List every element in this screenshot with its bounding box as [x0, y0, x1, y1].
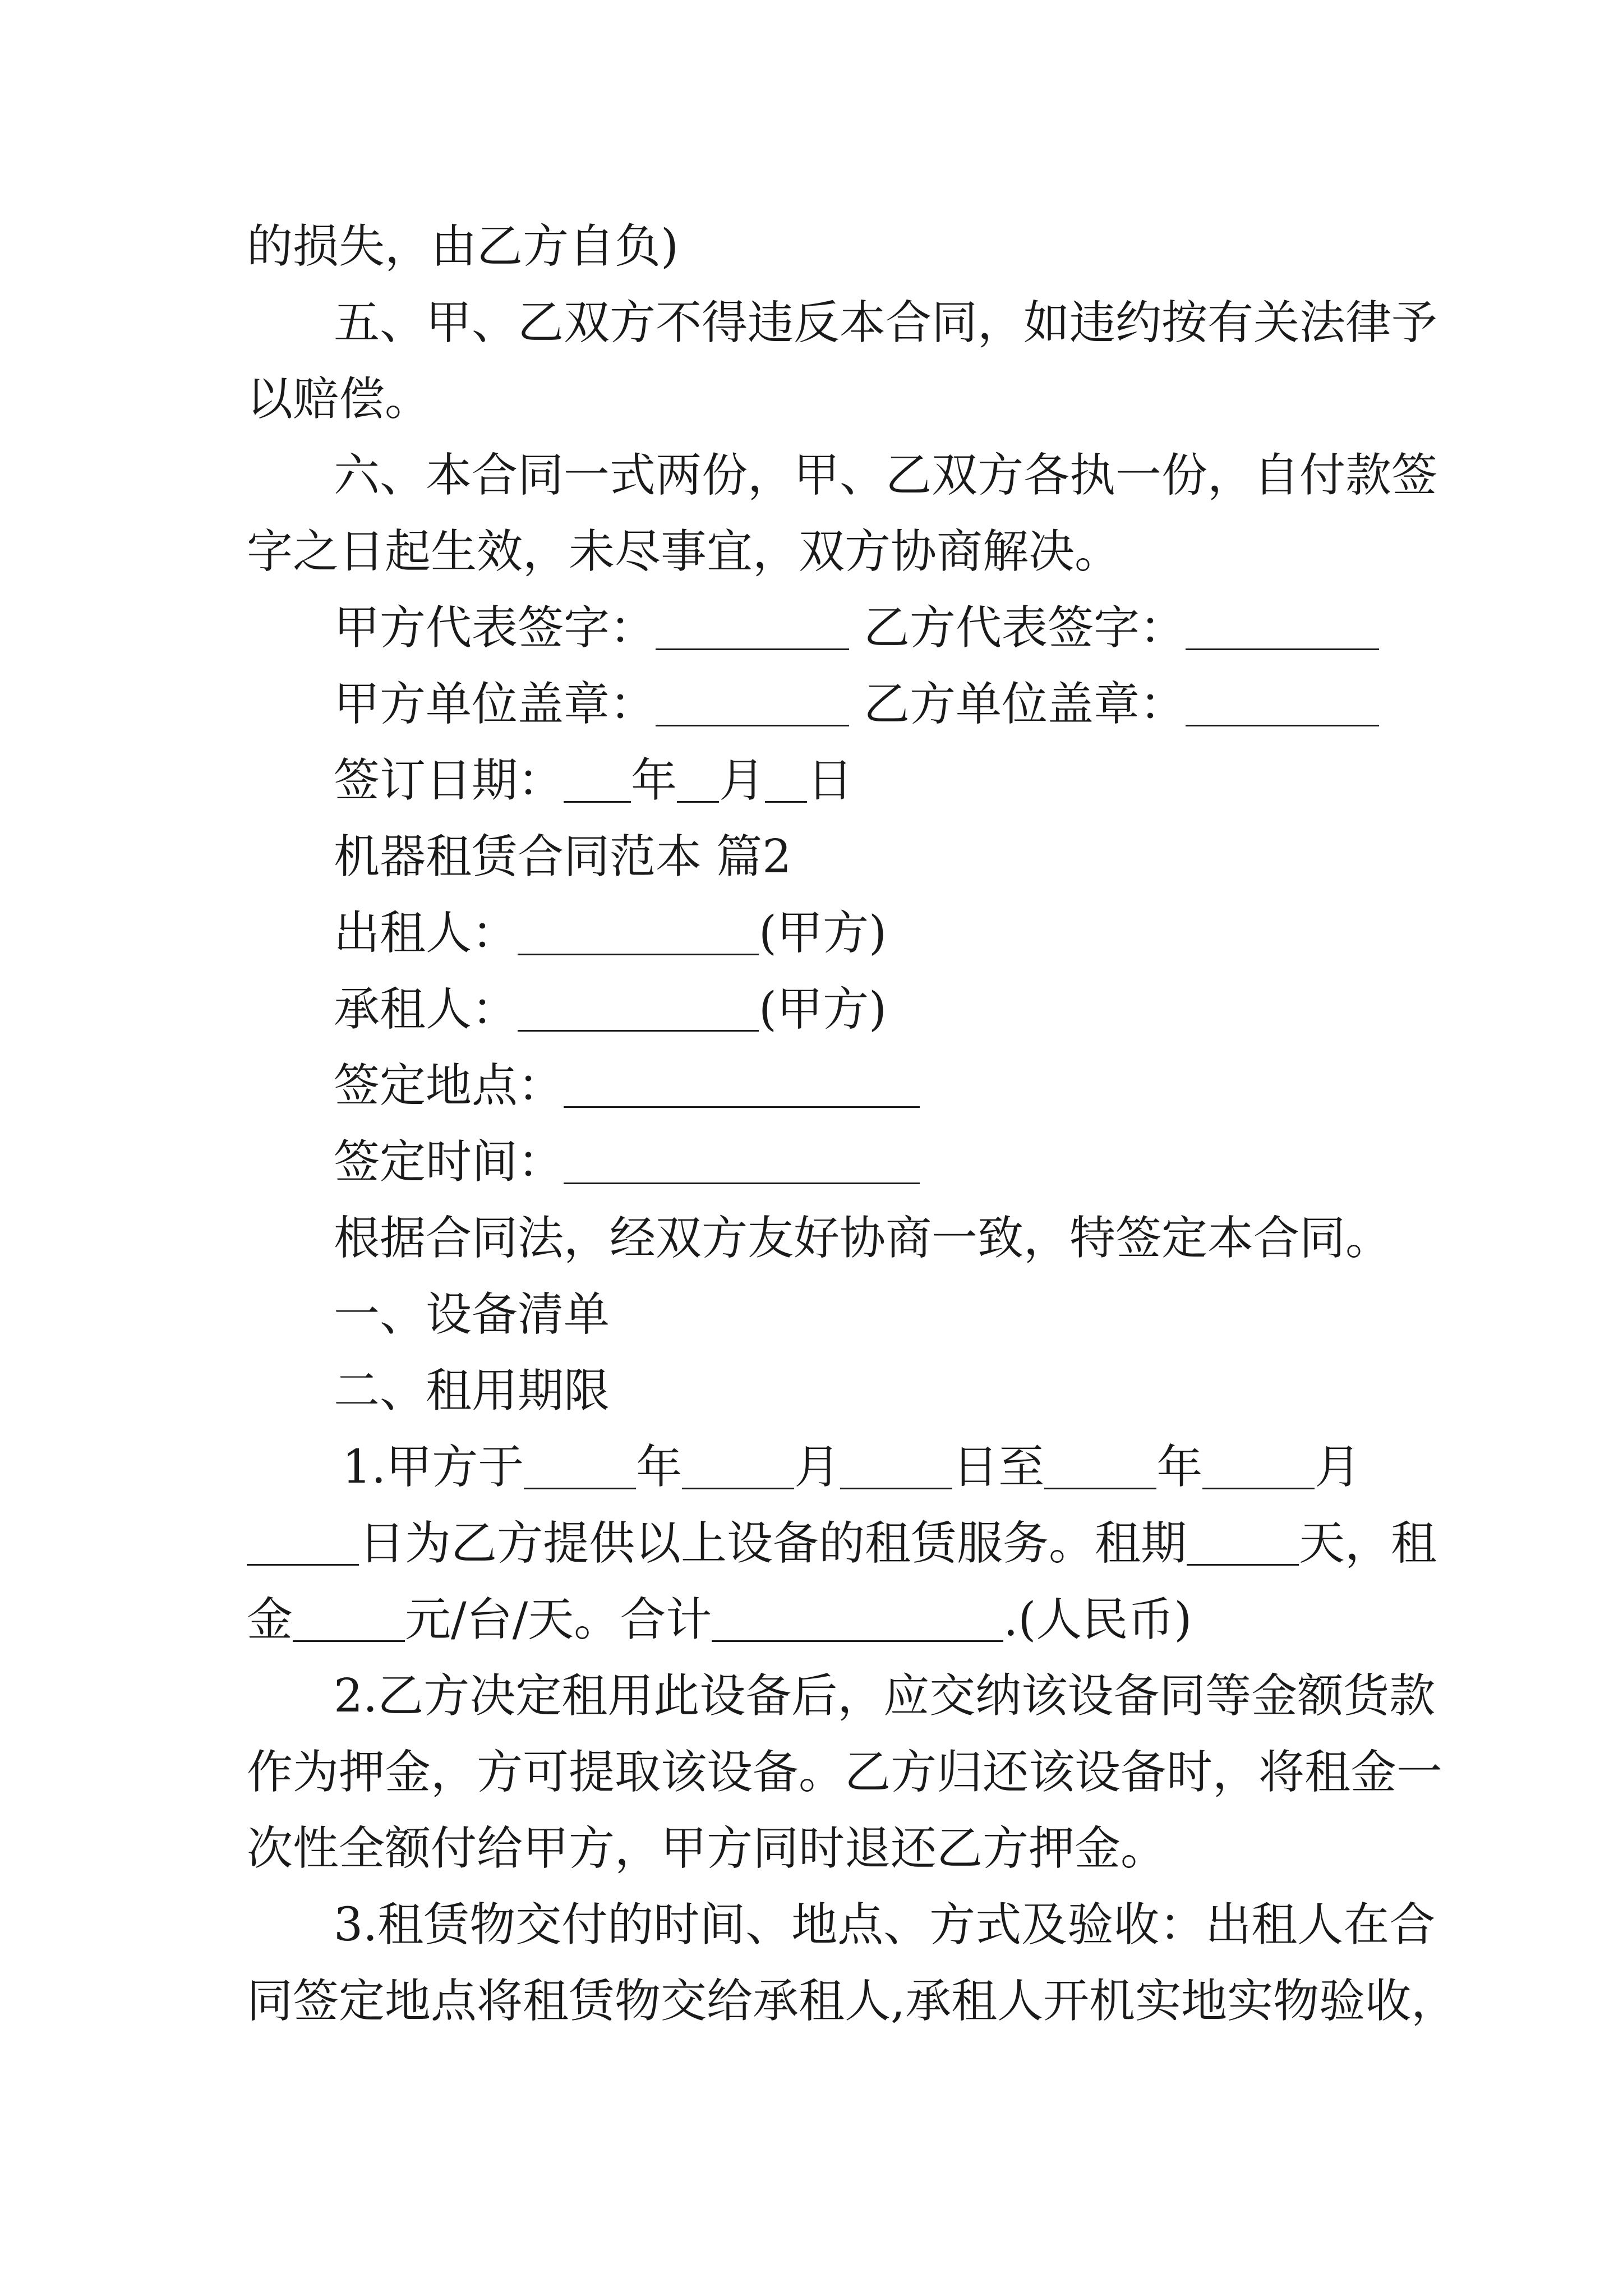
clause-6-line-2: 字之日起生效，未尽事宜，双方协商解决。 [247, 525, 1121, 578]
item-2-line-1: 2.乙方决定租用此设备后，应交纳该设备同等金额货款 [334, 1669, 1436, 1723]
item-1-text: 元/台/天。合计 [405, 1593, 712, 1646]
paragraph-line: 的损失，由乙方自负) [247, 220, 679, 273]
signing-place-blank [564, 1057, 920, 1108]
item-1-text: 日为乙方提供以上设备的租赁服务。租期 [359, 1517, 1187, 1570]
day-label: 日 [807, 754, 854, 807]
item-1-line-2 [247, 1506, 1437, 1582]
month-blank [1202, 1438, 1315, 1489]
total-amount-blank [712, 1591, 1003, 1642]
clause-5-line-1: 五、甲、乙双方不得违反本合同，如违约按有关法律予 [334, 296, 1438, 349]
item-1-line-3 [247, 1582, 1192, 1658]
lessee-line [334, 972, 887, 1048]
basis-line: 根据合同法，经双方友好协商一致，特签定本合同。 [334, 1212, 1392, 1265]
signing-time-blank [564, 1133, 920, 1184]
item-1-text: 天，租 [1299, 1517, 1437, 1570]
clause-6-line-1: 六、本合同一式两份，甲、乙双方各执一份，自付款签 [334, 449, 1438, 502]
lessee-label: 承租人： [334, 983, 518, 1036]
section-title: 机器租赁合同范本 篇2 [334, 830, 792, 884]
year-label: 年 [631, 754, 677, 807]
lessor-line [334, 895, 887, 972]
party-a-rep-signature [334, 590, 849, 666]
day-blank [840, 1438, 952, 1489]
item-3-line-1: 3.租赁物交付的时间、地点、方式及验收：出租人在合 [334, 1898, 1436, 1952]
party-a-rep-label: 甲方代表签字： [334, 601, 656, 655]
item-1-text: 金 [247, 1593, 293, 1646]
seal-blank [1186, 675, 1379, 726]
signature-blank [1186, 599, 1379, 650]
signing-date [334, 743, 853, 819]
item-2-line-3: 次性全额付给甲方，甲方同时退还乙方押金。 [247, 1822, 1167, 1875]
year-blank [564, 752, 631, 803]
signature-blank [656, 599, 849, 650]
party-tag: (甲方) [759, 907, 887, 960]
lessor-blank [518, 904, 759, 955]
party-b-seal [864, 666, 1379, 743]
signing-time-label: 签定时间： [334, 1135, 564, 1189]
month-label: 月 [794, 1441, 841, 1494]
party-tag: (甲方) [759, 983, 887, 1036]
item-2-line-2: 作为押金，方可提取该设备。乙方归还该设备时，将租金一 [247, 1746, 1443, 1799]
signing-place-line [334, 1048, 920, 1124]
day-blank [247, 1515, 359, 1566]
lessee-blank [518, 981, 759, 1032]
day-blank [765, 752, 807, 803]
party-a-seal-label: 甲方单位盖章： [334, 678, 656, 731]
year-label: 年 [636, 1441, 683, 1494]
day-to-label: 日至 [952, 1441, 1045, 1494]
month-label: 月 [1315, 1441, 1361, 1494]
year-label: 年 [1156, 1441, 1203, 1494]
party-a-seal [334, 666, 849, 743]
item-1-text: 1.甲方于 [342, 1441, 524, 1494]
item-1-text: .(人民币) [1003, 1593, 1192, 1646]
signing-time-line [334, 1124, 920, 1200]
party-b-rep-signature [864, 590, 1379, 666]
term-days-blank [1187, 1515, 1299, 1566]
year-blank [1044, 1438, 1156, 1489]
signing-place-label: 签定地点： [334, 1059, 564, 1112]
rent-rate-blank [293, 1591, 405, 1642]
year-blank [524, 1438, 636, 1489]
section-heading-2: 二、租用期限 [334, 1364, 610, 1418]
party-b-rep-label: 乙方代表签字： [864, 601, 1186, 655]
section-heading-1: 一、设备清单 [334, 1288, 610, 1341]
item-3-line-2: 同签定地点将租赁物交给承租人,承租人开机实地实物验收， [247, 1975, 1458, 2028]
seal-blank [656, 675, 849, 726]
signing-date-label: 签订日期： [334, 754, 564, 807]
lessor-label: 出租人： [334, 907, 518, 960]
party-b-seal-label: 乙方单位盖章： [864, 678, 1186, 731]
month-blank [677, 752, 719, 803]
clause-5-line-2: 以赔偿。 [247, 372, 431, 426]
month-blank [682, 1438, 794, 1489]
month-label: 月 [719, 754, 766, 807]
item-1-line-1 [342, 1429, 1361, 1506]
